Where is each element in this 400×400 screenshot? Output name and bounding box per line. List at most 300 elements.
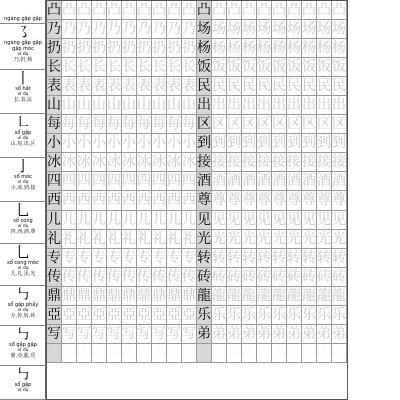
trace-character bbox=[242, 230, 257, 249]
trace-character bbox=[182, 306, 197, 325]
trace-character bbox=[137, 134, 152, 153]
character-glyph: 表 bbox=[77, 78, 91, 95]
character-glyph: 弟 bbox=[257, 325, 271, 342]
character-glyph: 四 bbox=[107, 173, 121, 190]
character-glyph: 礼 bbox=[47, 230, 61, 247]
character-glyph bbox=[107, 344, 121, 362]
trace-character bbox=[92, 268, 107, 287]
trace-character bbox=[62, 115, 77, 134]
stroke-name: sổ gập gập bbox=[9, 342, 37, 348]
trace-character bbox=[167, 268, 182, 287]
trace-character bbox=[212, 211, 227, 230]
character-glyph: 四 bbox=[92, 173, 106, 190]
character-glyph: 转 bbox=[242, 249, 256, 266]
trace-character bbox=[332, 20, 347, 39]
character-glyph: 场 bbox=[302, 21, 316, 38]
character-glyph: 酒 bbox=[242, 173, 256, 190]
character-glyph bbox=[287, 344, 301, 362]
trace-character bbox=[182, 230, 197, 249]
character-glyph: 杨 bbox=[242, 40, 256, 57]
character-glyph: 砖 bbox=[332, 268, 346, 285]
trace-character bbox=[227, 134, 242, 153]
trace-character bbox=[122, 268, 137, 287]
trace-character bbox=[137, 153, 152, 172]
character-glyph: 专 bbox=[92, 249, 106, 266]
trace-character bbox=[257, 211, 272, 230]
trace-character bbox=[62, 325, 77, 344]
trace-character bbox=[77, 172, 92, 191]
trace-character bbox=[287, 77, 302, 96]
trace-character bbox=[107, 1, 122, 20]
character-glyph: 小 bbox=[122, 135, 136, 152]
character-glyph: 转 bbox=[227, 249, 241, 266]
character-glyph: 到 bbox=[317, 135, 331, 152]
trace-character bbox=[242, 77, 257, 96]
character-glyph: 长 bbox=[62, 59, 76, 76]
character-glyph bbox=[197, 344, 211, 362]
character-glyph: 鼎 bbox=[77, 287, 91, 304]
trace-character bbox=[62, 77, 77, 96]
character-glyph: 凸 bbox=[92, 2, 106, 19]
trace-character bbox=[317, 77, 332, 96]
character-glyph: 扔 bbox=[107, 40, 121, 57]
character-glyph: 小 bbox=[152, 135, 166, 152]
character-glyph: 亞 bbox=[182, 306, 196, 323]
trace-character bbox=[287, 96, 302, 115]
character-glyph: 冰 bbox=[167, 154, 181, 171]
character-glyph: 转 bbox=[197, 249, 211, 266]
character-glyph: 光 bbox=[332, 230, 346, 247]
trace-character bbox=[212, 20, 227, 39]
character-glyph: 见 bbox=[242, 211, 256, 228]
trace-character bbox=[152, 77, 167, 96]
stroke-label-block bbox=[0, 326, 46, 366]
model-character-right bbox=[197, 211, 212, 230]
character-glyph: 弟 bbox=[317, 325, 331, 342]
character-glyph: 民 bbox=[227, 78, 241, 95]
character-glyph: 亞 bbox=[47, 306, 61, 323]
trace-character bbox=[137, 58, 152, 77]
character-glyph: 接 bbox=[317, 154, 331, 171]
trace-character bbox=[182, 344, 197, 363]
trace-character bbox=[182, 211, 197, 230]
model-character-left bbox=[47, 1, 62, 20]
trace-character bbox=[92, 115, 107, 134]
model-character-left bbox=[47, 77, 62, 96]
model-character-right bbox=[197, 344, 212, 363]
character-glyph: 乐 bbox=[332, 306, 346, 323]
trace-character bbox=[227, 1, 242, 20]
trace-character bbox=[167, 96, 182, 115]
character-glyph bbox=[77, 344, 91, 362]
character-glyph: 冰 bbox=[77, 154, 91, 171]
trace-character bbox=[182, 20, 197, 39]
trace-character bbox=[77, 325, 92, 344]
model-character-left bbox=[47, 39, 62, 58]
trace-character bbox=[137, 77, 152, 96]
character-glyph: 到 bbox=[242, 135, 256, 152]
character-glyph: 表 bbox=[152, 78, 166, 95]
trace-character bbox=[122, 344, 137, 363]
character-glyph: 龍 bbox=[302, 287, 316, 304]
trace-character bbox=[182, 115, 197, 134]
character-glyph: 饭 bbox=[227, 59, 241, 76]
trace-character bbox=[122, 115, 137, 134]
character-glyph: 四 bbox=[77, 173, 91, 190]
character-glyph: 砖 bbox=[272, 268, 286, 285]
character-glyph: 鼎 bbox=[182, 287, 196, 304]
trace-character bbox=[257, 268, 272, 287]
character-glyph: 西 bbox=[107, 192, 121, 209]
example-caption: ví dụ bbox=[17, 136, 29, 141]
trace-character bbox=[107, 20, 122, 39]
trace-character bbox=[302, 77, 317, 96]
trace-character bbox=[287, 39, 302, 58]
character-glyph: 酒 bbox=[212, 173, 226, 190]
trace-character bbox=[122, 39, 137, 58]
character-glyph: 尊 bbox=[257, 192, 271, 209]
character-glyph: 光 bbox=[287, 230, 301, 247]
character-glyph: 表 bbox=[62, 78, 76, 95]
character-glyph: 儿 bbox=[167, 211, 181, 228]
trace-character bbox=[62, 58, 77, 77]
character-glyph: 凸 bbox=[182, 2, 196, 19]
stroke-glyph: 丨 bbox=[15, 70, 31, 87]
character-glyph: 写 bbox=[107, 325, 121, 342]
character-glyph: 乃 bbox=[107, 21, 121, 38]
trace-character bbox=[272, 268, 287, 287]
model-character-left bbox=[47, 115, 62, 134]
trace-character bbox=[287, 58, 302, 77]
trace-character bbox=[257, 1, 272, 20]
character-glyph: 四 bbox=[152, 173, 166, 190]
trace-character bbox=[212, 134, 227, 153]
character-glyph: 儿 bbox=[77, 211, 91, 228]
character-glyph: 乃 bbox=[62, 21, 76, 38]
character-glyph: 酒 bbox=[227, 173, 241, 190]
character-glyph: 见 bbox=[317, 211, 331, 228]
trace-character bbox=[152, 153, 167, 172]
character-glyph: 凸 bbox=[137, 2, 151, 19]
trace-character bbox=[242, 1, 257, 20]
character-glyph: 凸 bbox=[122, 2, 136, 19]
model-character-left bbox=[47, 191, 62, 210]
character-glyph: 见 bbox=[197, 211, 211, 228]
trace-character bbox=[137, 230, 152, 249]
character-glyph: 冰 bbox=[62, 154, 76, 171]
character-glyph: 山 bbox=[152, 97, 166, 114]
trace-character bbox=[332, 344, 347, 363]
character-glyph: 长 bbox=[77, 59, 91, 76]
character-glyph: 砖 bbox=[197, 268, 211, 285]
character-glyph: 小 bbox=[167, 135, 181, 152]
character-glyph: 民 bbox=[212, 78, 226, 95]
trace-character bbox=[182, 134, 197, 153]
character-glyph: 民 bbox=[332, 78, 346, 95]
trace-character bbox=[137, 211, 152, 230]
character-glyph: 冰 bbox=[182, 154, 196, 171]
trace-character bbox=[332, 325, 347, 344]
character-glyph: 民 bbox=[257, 78, 271, 95]
character-glyph: 出 bbox=[317, 97, 331, 114]
trace-character bbox=[92, 1, 107, 20]
trace-character bbox=[122, 249, 137, 268]
character-glyph: 小 bbox=[137, 135, 151, 152]
trace-character bbox=[167, 211, 182, 230]
character-glyph bbox=[47, 344, 61, 362]
trace-character bbox=[227, 191, 242, 210]
character-glyph: 山 bbox=[62, 97, 76, 114]
trace-character bbox=[62, 134, 77, 153]
stroke-glyph: ㇌ bbox=[15, 24, 31, 41]
trace-character bbox=[257, 287, 272, 306]
trace-character bbox=[332, 39, 347, 58]
trace-character bbox=[152, 268, 167, 287]
character-glyph: 鼎 bbox=[152, 287, 166, 304]
trace-character bbox=[317, 306, 332, 325]
character-glyph: 传 bbox=[182, 268, 196, 285]
trace-character bbox=[272, 344, 287, 363]
character-glyph bbox=[182, 344, 196, 362]
character-glyph bbox=[332, 344, 346, 362]
model-character-right bbox=[197, 134, 212, 153]
character-glyph: 扔 bbox=[122, 40, 136, 57]
character-glyph: 儿 bbox=[92, 211, 106, 228]
trace-character bbox=[272, 115, 287, 134]
trace-character bbox=[137, 249, 152, 268]
trace-character bbox=[167, 39, 182, 58]
trace-character bbox=[107, 306, 122, 325]
example-caption: ví dụ bbox=[17, 52, 29, 57]
trace-character bbox=[92, 58, 107, 77]
trace-character bbox=[272, 249, 287, 268]
trace-character bbox=[92, 249, 107, 268]
trace-character bbox=[257, 134, 272, 153]
stroke-glyph: 乚 bbox=[15, 202, 31, 219]
trace-character bbox=[167, 230, 182, 249]
trace-character bbox=[137, 287, 152, 306]
example-caption: ví dụ bbox=[17, 224, 29, 229]
trace-character bbox=[257, 39, 272, 58]
trace-character bbox=[302, 268, 317, 287]
trace-character bbox=[107, 39, 122, 58]
character-glyph: 每 bbox=[62, 116, 76, 133]
character-glyph: 小 bbox=[92, 135, 106, 152]
character-glyph: 儿 bbox=[122, 211, 136, 228]
trace-character bbox=[77, 230, 92, 249]
trace-character bbox=[77, 306, 92, 325]
character-glyph: 杨 bbox=[212, 40, 226, 57]
trace-character bbox=[107, 134, 122, 153]
stroke-label-block bbox=[0, 202, 46, 244]
character-glyph: 四 bbox=[167, 173, 181, 190]
character-glyph: 砖 bbox=[242, 268, 256, 285]
character-glyph: 儿 bbox=[137, 211, 151, 228]
character-glyph: 冰 bbox=[122, 154, 136, 171]
trace-character bbox=[287, 287, 302, 306]
trace-character bbox=[62, 153, 77, 172]
character-glyph: 亞 bbox=[77, 306, 91, 323]
trace-character bbox=[302, 134, 317, 153]
trace-character bbox=[167, 287, 182, 306]
character-glyph: 写 bbox=[47, 325, 61, 342]
trace-character bbox=[182, 153, 197, 172]
model-character-right bbox=[197, 58, 212, 77]
trace-character bbox=[302, 325, 317, 344]
model-character-right bbox=[197, 306, 212, 325]
character-glyph: 西 bbox=[167, 192, 181, 209]
trace-character bbox=[212, 268, 227, 287]
trace-character bbox=[287, 115, 302, 134]
trace-character bbox=[287, 249, 302, 268]
trace-character bbox=[257, 191, 272, 210]
character-glyph: 乃 bbox=[152, 21, 166, 38]
trace-character bbox=[62, 287, 77, 306]
character-glyph: 儿 bbox=[62, 211, 76, 228]
character-glyph: 饭 bbox=[272, 59, 286, 76]
trace-character bbox=[182, 287, 197, 306]
trace-character bbox=[212, 115, 227, 134]
trace-character bbox=[122, 20, 137, 39]
character-glyph: 凸 bbox=[47, 2, 61, 19]
trace-character bbox=[317, 287, 332, 306]
character-glyph: 接 bbox=[242, 154, 256, 171]
trace-character bbox=[257, 115, 272, 134]
character-glyph: 场 bbox=[242, 21, 256, 38]
trace-character bbox=[317, 211, 332, 230]
character-glyph: 山 bbox=[77, 97, 91, 114]
character-glyph: 见 bbox=[227, 211, 241, 228]
trace-character bbox=[212, 1, 227, 20]
character-glyph: 转 bbox=[332, 249, 346, 266]
character-glyph: 接 bbox=[287, 154, 301, 171]
trace-character bbox=[167, 249, 182, 268]
character-glyph: 杨 bbox=[302, 40, 316, 57]
trace-character bbox=[272, 287, 287, 306]
character-glyph: 乐 bbox=[287, 306, 301, 323]
trace-character bbox=[167, 20, 182, 39]
character-glyph: 乃 bbox=[182, 21, 196, 38]
stroke-name: sổ gập bbox=[14, 382, 32, 388]
stroke-name: sổ gập bbox=[14, 130, 32, 136]
character-glyph: 西 bbox=[137, 192, 151, 209]
trace-character bbox=[77, 39, 92, 58]
trace-character bbox=[212, 344, 227, 363]
trace-character bbox=[152, 287, 167, 306]
character-glyph: 长 bbox=[137, 59, 151, 76]
character-glyph: 山 bbox=[47, 97, 61, 114]
character-glyph: 乐 bbox=[317, 306, 331, 323]
character-glyph: 小 bbox=[47, 135, 61, 152]
character-glyph: 表 bbox=[167, 78, 181, 95]
character-glyph: 专 bbox=[77, 249, 91, 266]
trace-character bbox=[107, 344, 122, 363]
character-glyph bbox=[242, 344, 256, 362]
character-glyph: 接 bbox=[257, 154, 271, 171]
trace-character bbox=[212, 58, 227, 77]
stroke-label-block bbox=[0, 286, 46, 326]
model-character-right bbox=[197, 39, 212, 58]
model-character-right bbox=[197, 191, 212, 210]
model-character-right bbox=[197, 230, 212, 249]
model-character-left bbox=[47, 134, 62, 153]
stroke-glyph: ㇉ bbox=[15, 366, 31, 383]
character-glyph: 乐 bbox=[272, 306, 286, 323]
character-glyph: 龍 bbox=[197, 287, 211, 304]
trace-character bbox=[152, 306, 167, 325]
trace-character bbox=[182, 172, 197, 191]
character-glyph: 到 bbox=[227, 135, 241, 152]
trace-character bbox=[122, 230, 137, 249]
trace-character bbox=[137, 172, 152, 191]
character-glyph: 转 bbox=[212, 249, 226, 266]
trace-character bbox=[302, 287, 317, 306]
trace-character bbox=[272, 172, 287, 191]
character-glyph: 龍 bbox=[242, 287, 256, 304]
character-glyph: 鼎 bbox=[122, 287, 136, 304]
trace-character bbox=[62, 1, 77, 20]
trace-character bbox=[272, 58, 287, 77]
trace-character bbox=[287, 211, 302, 230]
character-glyph: 转 bbox=[272, 249, 286, 266]
trace-character bbox=[332, 115, 347, 134]
character-glyph: 民 bbox=[287, 78, 301, 95]
trace-character bbox=[332, 153, 347, 172]
trace-character bbox=[107, 230, 122, 249]
character-glyph: 四 bbox=[47, 173, 61, 190]
character-glyph: 西 bbox=[122, 192, 136, 209]
trace-character bbox=[212, 77, 227, 96]
character-glyph: 民 bbox=[272, 78, 286, 95]
trace-character bbox=[182, 77, 197, 96]
character-glyph: 长 bbox=[167, 59, 181, 76]
character-glyph: 杨 bbox=[197, 40, 211, 57]
character-glyph: 区 bbox=[302, 116, 316, 133]
character-glyph: 尊 bbox=[197, 192, 211, 209]
character-glyph: 接 bbox=[227, 154, 241, 171]
trace-character bbox=[317, 249, 332, 268]
trace-character bbox=[302, 39, 317, 58]
character-glyph: 出 bbox=[332, 97, 346, 114]
character-glyph: 杨 bbox=[227, 40, 241, 57]
trace-character bbox=[137, 344, 152, 363]
model-character-right bbox=[197, 1, 212, 20]
character-glyph: 凸 bbox=[77, 2, 91, 19]
character-glyph: 凸 bbox=[317, 2, 331, 19]
character-glyph: 凸 bbox=[272, 2, 286, 19]
character-glyph: 区 bbox=[227, 116, 241, 133]
character-glyph: 见 bbox=[257, 211, 271, 228]
trace-character bbox=[92, 172, 107, 191]
character-glyph: 鼎 bbox=[137, 287, 151, 304]
trace-character bbox=[77, 77, 92, 96]
model-character-left bbox=[47, 230, 62, 249]
character-glyph bbox=[317, 344, 331, 362]
trace-character bbox=[107, 325, 122, 344]
character-glyph: 区 bbox=[332, 116, 346, 133]
character-glyph: 乃 bbox=[122, 21, 136, 38]
example-characters: 乃,扔,杨 bbox=[13, 57, 33, 63]
character-glyph: 乐 bbox=[242, 306, 256, 323]
character-glyph: 礼 bbox=[107, 230, 121, 247]
character-glyph bbox=[167, 344, 181, 362]
character-glyph: 写 bbox=[62, 325, 76, 342]
character-glyph: 接 bbox=[302, 154, 316, 171]
character-glyph: 专 bbox=[107, 249, 121, 266]
character-glyph: 转 bbox=[317, 249, 331, 266]
model-character-left bbox=[47, 20, 62, 39]
character-glyph: 西 bbox=[47, 192, 61, 209]
